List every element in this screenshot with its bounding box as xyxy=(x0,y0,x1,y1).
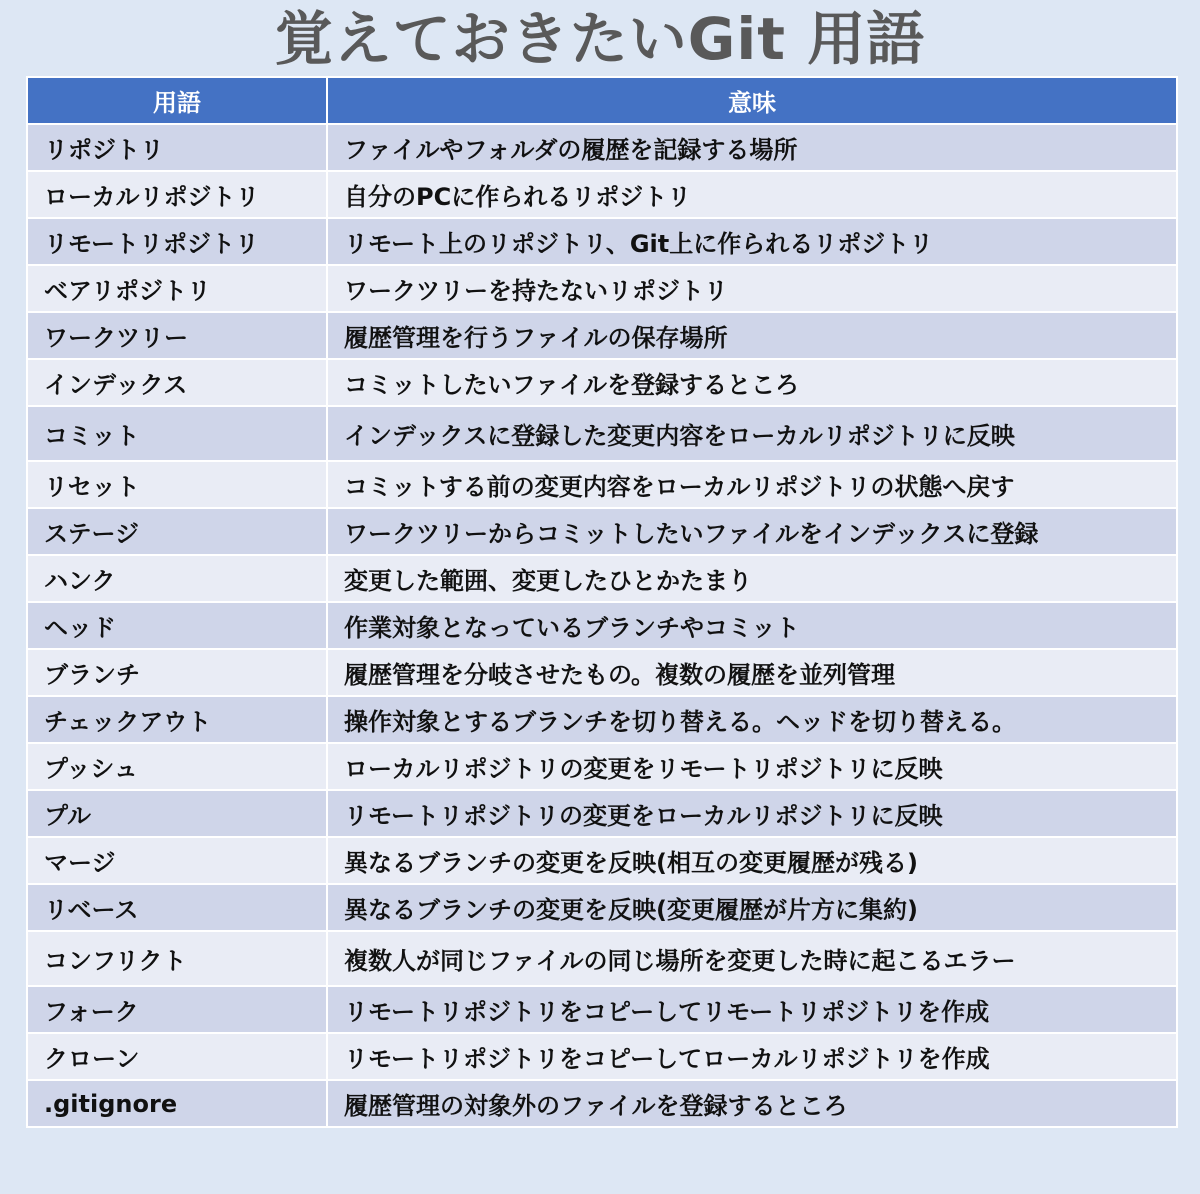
term-cell: ブランチ xyxy=(27,649,327,696)
term-cell: .gitignore xyxy=(27,1080,327,1127)
term-cell: インデックス xyxy=(27,359,327,406)
meaning-cell: リモート上のリポジトリ、Git上に作られるリポジトリ xyxy=(327,218,1177,265)
term-cell: マージ xyxy=(27,837,327,884)
table-row xyxy=(27,312,1177,359)
meaning-cell: ワークツリーを持たないリポジトリ xyxy=(327,265,1177,312)
table-row xyxy=(27,406,1177,461)
meaning-cell: ファイルやフォルダの履歴を記録する場所 xyxy=(327,124,1177,171)
header-meaning: 意味 xyxy=(327,77,1177,124)
term-cell: プッシュ xyxy=(27,743,327,790)
meaning-cell: 履歴管理を行うファイルの保存場所 xyxy=(327,312,1177,359)
meaning-cell: 異なるブランチの変更を反映(変更履歴が片方に集約) xyxy=(327,884,1177,931)
table-row xyxy=(27,1080,1177,1127)
meaning-cell: インデックスに登録した変更内容をローカルリポジトリに反映 xyxy=(327,406,1177,461)
table-row xyxy=(27,837,1177,884)
meaning-cell: リモートリポジトリの変更をローカルリポジトリに反映 xyxy=(327,790,1177,837)
meaning-cell: ローカルリポジトリの変更をリモートリポジトリに反映 xyxy=(327,743,1177,790)
term-cell: コンフリクト xyxy=(27,931,327,986)
table-row xyxy=(27,931,1177,986)
meaning-cell: コミットする前の変更内容をローカルリポジトリの状態へ戻す xyxy=(327,461,1177,508)
table-row xyxy=(27,265,1177,312)
term-cell: チェックアウト xyxy=(27,696,327,743)
term-cell: プル xyxy=(27,790,327,837)
meaning-cell: 変更した範囲、変更したひとかたまり xyxy=(327,555,1177,602)
meaning-cell: ワークツリーからコミットしたいファイルをインデックスに登録 xyxy=(327,508,1177,555)
table-row xyxy=(27,359,1177,406)
table-row xyxy=(27,218,1177,265)
meaning-cell: 履歴管理の対象外のファイルを登録するところ xyxy=(327,1080,1177,1127)
term-cell: ステージ xyxy=(27,508,327,555)
meaning-cell: リモートリポジトリをコピーしてローカルリポジトリを作成 xyxy=(327,1033,1177,1080)
table-row xyxy=(27,602,1177,649)
table-row xyxy=(27,790,1177,837)
meaning-cell: 履歴管理を分岐させたもの。複数の履歴を並列管理 xyxy=(327,649,1177,696)
term-cell: ハンク xyxy=(27,555,327,602)
term-cell: リモートリポジトリ xyxy=(27,218,327,265)
table-row xyxy=(27,1033,1177,1080)
meaning-cell: 異なるブランチの変更を反映(相互の変更履歴が残る) xyxy=(327,837,1177,884)
term-cell: リセット xyxy=(27,461,327,508)
table-row xyxy=(27,884,1177,931)
meaning-cell: 作業対象となっているブランチやコミット xyxy=(327,602,1177,649)
table-header-row xyxy=(27,77,1177,124)
meaning-cell: リモートリポジトリをコピーしてリモートリポジトリを作成 xyxy=(327,986,1177,1033)
table-row xyxy=(27,508,1177,555)
table-row xyxy=(27,696,1177,743)
term-cell: ワークツリー xyxy=(27,312,327,359)
meaning-cell: 複数人が同じファイルの同じ場所を変更した時に起こるエラー xyxy=(327,931,1177,986)
table-row xyxy=(27,171,1177,218)
meaning-cell: コミットしたいファイルを登録するところ xyxy=(327,359,1177,406)
term-cell: クローン xyxy=(27,1033,327,1080)
page-title: 覚えておきたいGit 用語 xyxy=(274,5,926,73)
term-cell: ローカルリポジトリ xyxy=(27,171,327,218)
glossary-table xyxy=(26,76,1178,1128)
table-row xyxy=(27,743,1177,790)
term-cell: フォーク xyxy=(27,986,327,1033)
header-term: 用語 xyxy=(27,77,327,124)
table-row xyxy=(27,461,1177,508)
term-cell: ヘッド xyxy=(27,602,327,649)
table-row xyxy=(27,555,1177,602)
table-row xyxy=(27,986,1177,1033)
term-cell: リポジトリ xyxy=(27,124,327,171)
meaning-cell: 自分のPCに作られるリポジトリ xyxy=(327,171,1177,218)
meaning-cell: 操作対象とするブランチを切り替える。ヘッドを切り替える。 xyxy=(327,696,1177,743)
table-row xyxy=(27,124,1177,171)
term-cell: リベース xyxy=(27,884,327,931)
table-row xyxy=(27,649,1177,696)
term-cell: ベアリポジトリ xyxy=(27,265,327,312)
term-cell: コミット xyxy=(27,406,327,461)
